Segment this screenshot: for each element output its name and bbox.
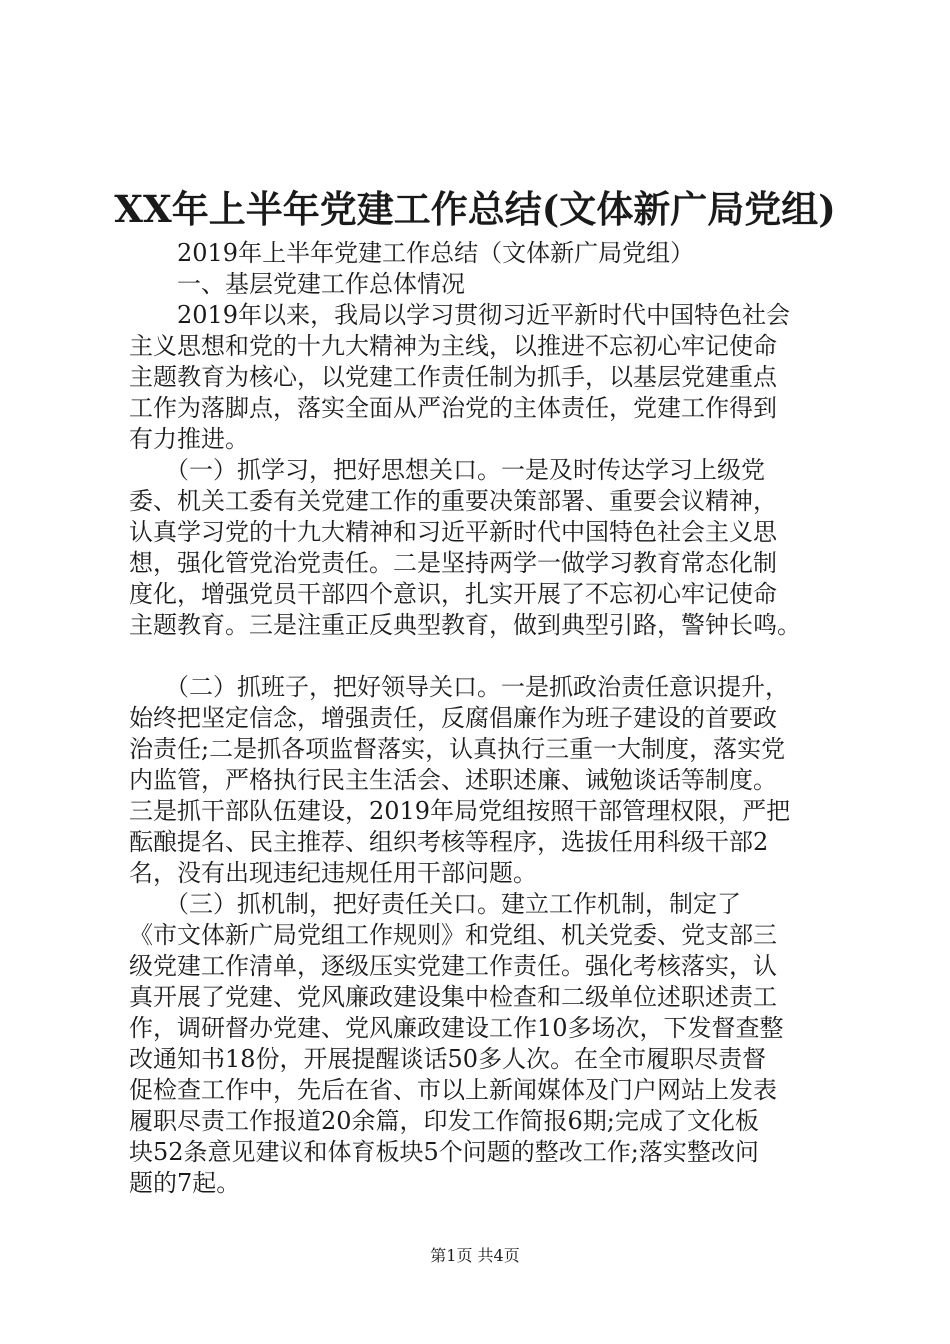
- paragraph-line: 治责任;二是抓各项监督落实，认真执行三重一大制度，落实党: [129, 735, 786, 763]
- subtitle-line: 2019年上半年党建工作总结（文体新广局党组）: [129, 239, 695, 267]
- paragraph-line: 内监管，严格执行民主生活会、述职述廉、诫勉谈话等制度。: [129, 766, 777, 794]
- paragraph-line: 改通知书18份，开展提醒谈话50多人次。在全市履职尽责督: [129, 1045, 767, 1073]
- paragraph-line: 主义思想和党的十九大精神为主线，以推进不忘初心牢记使命: [129, 332, 777, 360]
- paragraph-line: （三）抓机制，把好责任关口。建立工作机制，制定了: [129, 890, 741, 918]
- paragraph-line: （二）抓班子，把好领导关口。一是抓政治责任意识提升，: [129, 673, 789, 701]
- paragraph-line: 促检查工作中，先后在省、市以上新闻媒体及门户网站上发表: [129, 1076, 777, 1104]
- paragraph-line: 作，调研督办党建、党风廉政建设工作10多场次，下发督查整: [129, 1014, 784, 1042]
- paragraph-line: 《市文体新广局党组工作规则》和党组、机关党委、党支部三: [129, 921, 777, 949]
- paragraph-line: 三是抓干部队伍建设，2019年局党组按照干部管理权限，严把: [129, 797, 791, 825]
- paragraph-line: 始终把坚定信念，增强责任，反腐倡廉作为班子建设的首要政: [129, 704, 777, 732]
- paragraph-line: 履职尽责工作报道20余篇，印发工作简报6期;完成了文化板: [129, 1107, 759, 1135]
- paragraph-line: 酝酿提名、民主推荐、组织考核等程序，选拔任用科级干部2: [129, 828, 769, 856]
- document-body: [129, 238, 849, 1199]
- paragraph-line: 想，强化管党治党责任。二是坚持两学一做学习教育常态化制: [129, 549, 777, 577]
- paragraph-line: 主题教育。三是注重正反典型教育，做到典型引路，警钟长鸣。: [129, 611, 801, 639]
- paragraph-line: 2019年以来，我局以学习贯彻习近平新时代中国特色社会: [129, 301, 791, 329]
- paragraph-line: 题的7起。: [129, 1169, 241, 1197]
- paragraph-line: 主题教育为核心，以党建工作责任制为抓手，以基层党建重点: [129, 363, 777, 391]
- paragraph-line: 委、机关工委有关党建工作的重要决策部署、重要会议精神，: [129, 487, 777, 515]
- page-number: 第1页 共4页: [430, 1246, 520, 1265]
- paragraph-line: 真开展了党建、党风廉政建设集中检查和二级单位述职述责工: [129, 983, 777, 1011]
- paragraph-line: （一）抓学习，把好思想关口。一是及时传达学习上级党: [129, 456, 765, 484]
- document-title: XX年上半年党建工作总结(文体新广局党组): [114, 187, 836, 231]
- paragraph-line: 有力推进。: [129, 425, 249, 453]
- paragraph-line: 工作为落脚点，落实全面从严治党的主体责任，党建工作得到: [129, 394, 777, 422]
- paragraph-line: 块52条意见建议和体育板块5个问题的整改工作;落实整改问: [129, 1138, 759, 1166]
- section-heading: 一、基层党建工作总体情况: [129, 270, 465, 298]
- paragraph-line: 名，没有出现违纪违规任用干部问题。: [129, 859, 537, 887]
- paragraph-line: 认真学习党的十九大精神和习近平新时代中国特色社会主义思: [129, 518, 777, 546]
- paragraph-line: 级党建工作清单，逐级压实党建工作责任。强化考核落实，认: [129, 952, 777, 980]
- paragraph-line: 度化，增强党员干部四个意识，扎实开展了不忘初心牢记使命: [129, 580, 777, 608]
